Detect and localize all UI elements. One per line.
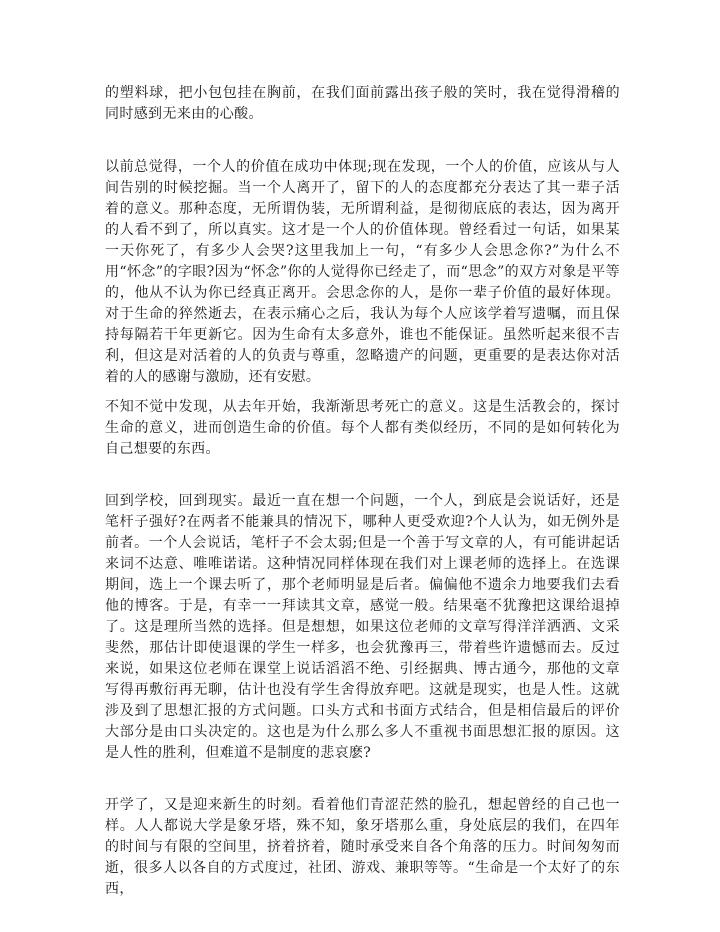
paragraph-1: 的塑料球，把小包包挂在胸前，在我们面前露出孩子般的笑时，我在觉得滑稽的同时感到无来由的心酸。 <box>105 85 620 122</box>
paragraph-5: 开学了，又是迎来新生的时刻。看着他们青涩茫然的脸孔，想起曾经的自己也一样。人人都说大学是象牙塔，殊不知，象牙塔那么重，身处底层的我们，在四年的时间与有限的空间里，挤着挤着，随时承受来自各个角落的压力。时间匆匆而逝，很多人以各自的方式度过，社团、游戏、兼职等等。“生命是一个太好了的东西， <box>105 797 620 897</box>
paragraph-2: 以前总觉得，一个人的价值在成功中体现;现在发现，一个人的价值，应该从与人间告别的时候挖掘。当一个人离开了，留下的人的态度都充分表达了其一辈子活着的意义。那种态度，无所谓伪装，无所谓利益，是彻彻底底的表达，因为离开的人看不到了，所以真实。这才是一个人的价值体现。曾经看过一句话，如果某一天你死了，有多少人会哭?这里我加上一句，“有多少人会思念你?”为什么不用“怀念”的字眼?因为“怀念”你的人觉得你已经走了，而“思念”的双方对象是平等的，他从不认为你已经真正离开。会思念你的人，是你一辈子价值的最好体现。对于生命的猝然逝去，在表示痛心之后，我认为每个人应该学着写遗嘱，而且保持每隔若干年更新它。因为生命有太多意外，谁也不能保证。虽然听起来很不吉利，但这是对活着的人的负责与尊重，忽略遗产的问题，更重要的是表达你对活着的人的感谢与激励，还有安慰。 <box>105 159 620 385</box>
paragraph-3: 不知不觉中发现，从去年开始，我渐渐思考死亡的意义。这是生活教会的，探讨生命的意义，进而创造生命的价值。每个人都有类似经历，不同的是如何转化为自己想要的东西。 <box>105 399 620 457</box>
paragraph-4: 回到学校，回到现实。最近一直在想一个问题，一个人，到底是会说话好，还是笔杆子强好?在两者不能兼具的情况下，哪种人更受欢迎?个人认为，如无例外是前者。一个人会说话，笔杆子不会太弱;但是一个善于写文章的人，有可能讲起话来词不达意、唯唯诺诺。这种情况同样体现在我们对上课老师的选择上。在选课期间，选上一个课去听了，那个老师明显是后者。偏偏他不遗余力地要我们去看他的博客。于是，有幸一一拜读其文章，感觉一般。结果毫不犹豫把这课给退掉了。这是理所当然的选择。但是想想，如果这位老师的文章写得洋洋洒洒、文采斐然，那估计即使退课的学生一样多，也会犹豫再三，带着些许遗憾而去。反过来说，如果这位老师在课堂上说话滔滔不绝、引经据典、博古通今，那他的文章写得再敷衍再无聊，估计也没有学生舍得放弃吧。这就是现实，也是人性。这就涉及到了思想汇报的方式问题。口头方式和书面方式结合，但是相信最后的评价大部分是由口头决定的。这也是为什么那么多人不重视书面思想汇报的原因。这是人性的胜利，但难道不是制度的悲哀麽? <box>105 493 620 761</box>
